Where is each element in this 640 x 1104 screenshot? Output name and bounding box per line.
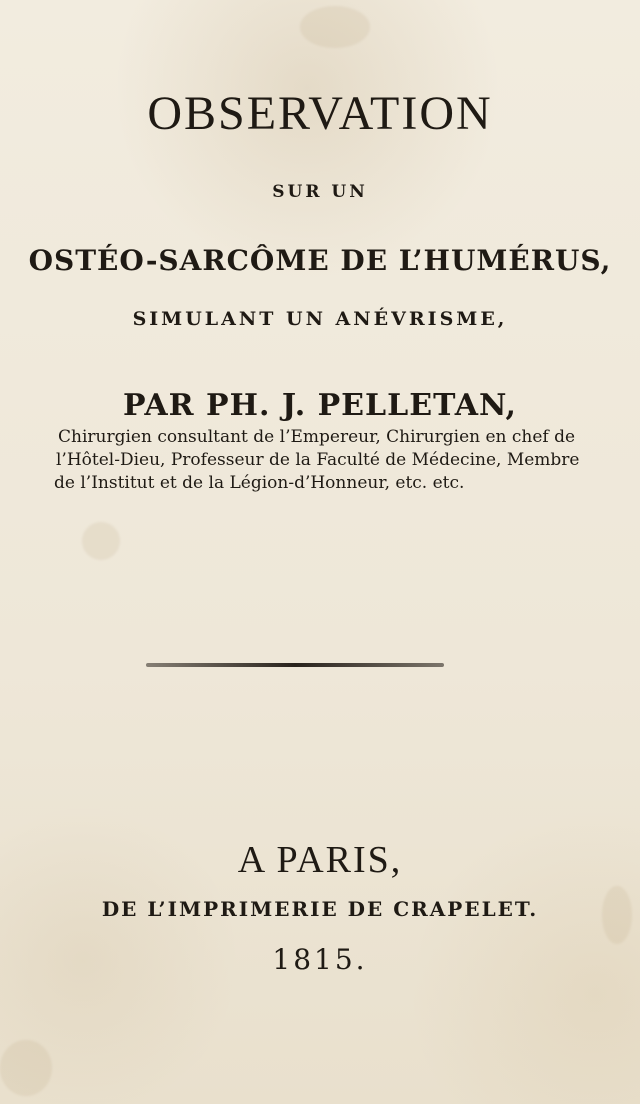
paper-stain-bottom-left [0,1040,52,1096]
author-description-line-3: de l’Institut et de la Légion-d’Honneur, etc. etc. [54,473,465,493]
document-author: PAR PH. J. PELLETAN, [123,388,517,423]
author-description-line-2: l’Hôtel-Dieu, Professeur de la Faculté de Médecine, Membre [56,450,580,470]
document-subtitle: SUR UN [272,182,368,202]
document-title: OBSERVATION [147,87,493,140]
paper-stain-left [82,522,120,560]
paper-stain-top [300,6,370,48]
author-description [46,426,606,495]
document-main-title: OSTÉO-SARCÔME DE L’HUMÉRUS, [28,244,612,277]
document-secondary-title: SIMULANT UN ANÉVRISME, [132,308,508,330]
publication-year: 1815. [272,943,368,976]
publication-place: A PARIS, [237,839,403,881]
printer-line: DE L’IMPRIMERIE DE CRAPELET. [101,897,539,921]
section-divider [146,663,444,667]
author-description-line-1: Chirurgien consultant de l’Empereur, Chirurgien en chef de [58,427,576,447]
